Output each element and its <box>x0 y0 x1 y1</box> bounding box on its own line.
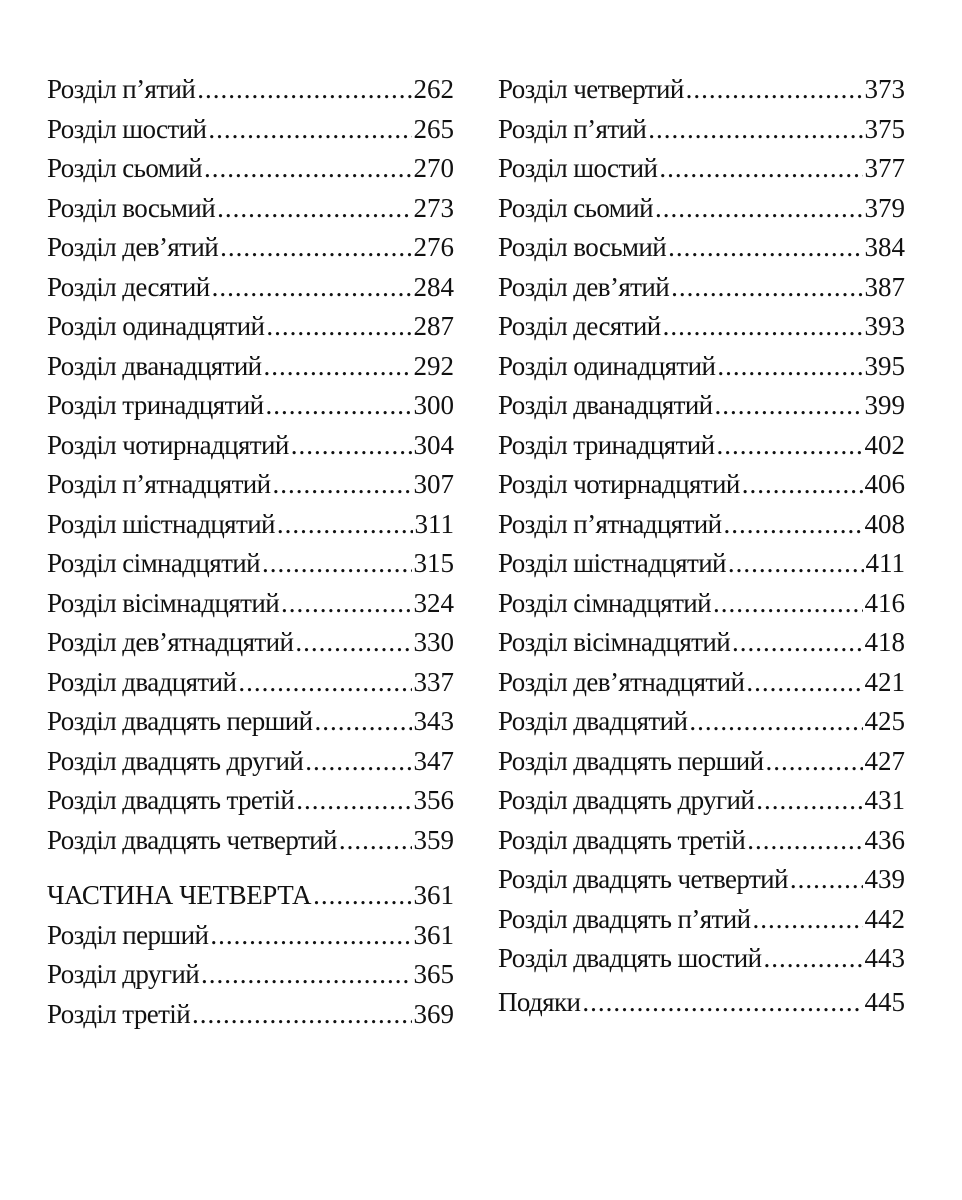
toc-entry[interactable] <box>47 785 454 825</box>
toc-entry-page: 304 <box>413 429 454 460</box>
toc-entry-title: Розділ восьмий <box>498 232 667 262</box>
dot-leader <box>217 193 411 224</box>
dot-leader <box>766 746 863 777</box>
toc-entry-page: 330 <box>413 627 454 657</box>
toc-entry-page: 359 <box>413 824 454 855</box>
dot-leader <box>220 232 411 263</box>
dot-leader <box>313 880 411 911</box>
toc-left-group-b <box>47 920 454 1039</box>
dot-leader <box>689 706 862 737</box>
dot-leader <box>295 627 411 658</box>
toc-entry-page: 427 <box>864 745 905 776</box>
toc-entry-page: 445 <box>864 986 905 1017</box>
toc-entry-page: 395 <box>864 350 905 381</box>
toc-entry[interactable] <box>47 825 454 865</box>
toc-entry-title: Розділ двадцять п’ятий <box>498 903 751 934</box>
toc-entry-title: Розділ дванадцятий <box>498 390 713 420</box>
toc-entry[interactable] <box>498 509 905 549</box>
dot-leader <box>208 114 411 145</box>
toc-right-column <box>498 74 905 1026</box>
toc-entry[interactable] <box>498 272 905 312</box>
dot-leader <box>291 430 412 461</box>
dot-leader <box>266 390 412 421</box>
toc-entry[interactable] <box>498 193 905 233</box>
dot-leader <box>752 904 862 935</box>
toc-entry-title: Розділ шостий <box>47 113 207 144</box>
toc-entry[interactable] <box>47 706 454 746</box>
toc-entry-title: Розділ сьомий <box>498 192 653 223</box>
toc-entry[interactable] <box>47 311 454 351</box>
toc-entry-page: 265 <box>413 113 454 144</box>
toc-entry-page: 287 <box>413 311 454 341</box>
toc-entry-page: 276 <box>413 232 454 262</box>
dot-leader <box>277 509 413 540</box>
dot-leader <box>339 825 412 856</box>
dot-leader <box>582 987 862 1018</box>
toc-entry-title: Розділ шістнадцятий <box>498 548 726 578</box>
dot-leader <box>281 588 411 619</box>
toc-entry-page: 402 <box>864 429 905 460</box>
toc-entry-page: 431 <box>864 785 905 815</box>
toc-entry[interactable] <box>498 351 905 391</box>
dot-leader <box>764 943 863 974</box>
toc-entry[interactable] <box>47 430 454 470</box>
toc-entry-title: Розділ тринадцятий <box>498 429 715 460</box>
toc-entry-page: 347 <box>413 745 454 776</box>
toc-entry[interactable] <box>498 667 905 707</box>
toc-entry-title: Розділ п’ятий <box>47 74 196 104</box>
toc-entry-page: 300 <box>413 390 454 420</box>
toc-entry-title: Розділ четвертий <box>498 74 684 104</box>
toc-entry-page: 443 <box>864 943 905 973</box>
toc-entry-title: Розділ дев’ятий <box>47 232 219 262</box>
toc-entry[interactable] <box>498 74 905 114</box>
toc-entry-page: 393 <box>864 311 905 341</box>
toc-entry-page: 369 <box>413 998 454 1029</box>
dot-leader <box>201 959 411 990</box>
toc-entry-title: Розділ двадцять четвертий <box>47 824 337 855</box>
toc-entry-title: Розділ дев’ятий <box>498 271 670 302</box>
toc-entry[interactable] <box>498 864 905 904</box>
dot-leader <box>686 74 863 105</box>
toc-entry-title: Розділ вісімнадцятий <box>47 587 280 618</box>
toc-entry-page: 411 <box>865 548 905 578</box>
toc-entry-acknowledgements[interactable] <box>498 987 905 1027</box>
toc-entry-title: Розділ двадцятий <box>47 666 237 697</box>
toc-entry[interactable] <box>47 509 454 549</box>
toc-entry-title: Розділ перший <box>47 919 209 950</box>
toc-entry-title: Розділ двадцять другий <box>498 785 755 815</box>
toc-entry-page: 436 <box>864 824 905 855</box>
toc-entry-title: Розділ двадцять перший <box>47 706 313 736</box>
toc-entry[interactable] <box>498 390 905 430</box>
toc-entry-page: 311 <box>414 508 454 539</box>
toc-entry-page: 315 <box>413 548 454 578</box>
dot-leader <box>717 430 863 461</box>
toc-entry[interactable] <box>498 232 905 272</box>
toc-entry[interactable] <box>47 114 454 154</box>
toc-entry-page: 379 <box>864 192 905 223</box>
toc-entry[interactable] <box>498 114 905 154</box>
dot-leader <box>715 390 863 421</box>
toc-entry-title: Розділ вісімнадцятий <box>498 627 731 657</box>
toc-entry[interactable] <box>498 153 905 193</box>
dot-leader <box>266 311 411 342</box>
toc-entry-page: 324 <box>413 587 454 618</box>
dot-leader <box>272 469 411 500</box>
dot-leader <box>756 785 862 816</box>
dot-leader <box>262 548 412 579</box>
dot-leader <box>296 785 411 816</box>
toc-entry[interactable] <box>498 311 905 351</box>
toc-entry-page: 399 <box>864 390 905 420</box>
toc-entry-title: Розділ п’ятнадцятий <box>47 469 271 499</box>
toc-entry-title: Розділ двадцятий <box>498 706 688 736</box>
toc-entry[interactable] <box>47 548 454 588</box>
toc-entry-page: 384 <box>864 232 905 262</box>
toc-entry[interactable] <box>498 588 905 628</box>
toc-entry-title: Розділ третій <box>47 998 191 1029</box>
toc-entry[interactable] <box>47 999 454 1039</box>
dot-leader <box>732 627 862 658</box>
toc-entry-page: 337 <box>413 666 454 697</box>
dot-leader <box>192 999 411 1030</box>
dot-leader <box>723 509 862 540</box>
toc-entry-title: Розділ десятий <box>498 311 661 341</box>
toc-entry-page: 416 <box>864 587 905 618</box>
toc-entry[interactable] <box>498 825 905 865</box>
toc-part-heading[interactable] <box>47 880 454 920</box>
dot-leader <box>671 272 862 303</box>
toc-entry[interactable] <box>47 959 454 999</box>
toc-entry[interactable] <box>498 430 905 470</box>
dot-leader <box>746 667 862 698</box>
toc-entry[interactable] <box>47 153 454 193</box>
toc-entry-page: 361 <box>413 880 454 910</box>
toc-entry-title: Подяки <box>498 986 581 1017</box>
toc-entry-title: Розділ шостий <box>498 153 658 183</box>
toc-entry[interactable] <box>498 627 905 667</box>
toc-entry-page: 273 <box>413 192 454 223</box>
toc-entry-title: Розділ двадцять третій <box>498 824 746 855</box>
toc-entry-title: Розділ п’ятий <box>498 113 647 144</box>
dot-leader <box>668 232 862 263</box>
toc-entry[interactable] <box>47 469 454 509</box>
toc-entry-title: Розділ сьомий <box>47 153 202 183</box>
toc-entry-page: 406 <box>864 469 905 499</box>
dot-leader <box>747 825 862 856</box>
dot-leader <box>315 706 412 737</box>
toc-entry-page: 270 <box>413 153 454 183</box>
toc-entry-title: Розділ другий <box>47 959 200 989</box>
toc-entry-title: Розділ двадцять третій <box>47 785 295 815</box>
toc-entry-page: 387 <box>864 271 905 302</box>
dot-leader <box>210 920 411 951</box>
dot-leader <box>204 153 412 184</box>
toc-entry[interactable] <box>47 588 454 628</box>
toc-right-group <box>498 74 905 983</box>
dot-leader <box>717 351 862 382</box>
dot-leader <box>790 864 863 895</box>
toc-entry[interactable] <box>498 943 905 983</box>
toc-entry-title: ЧАСТИНА ЧЕТВЕРТА <box>47 880 312 910</box>
toc-entry[interactable] <box>498 548 905 588</box>
toc-entry[interactable] <box>498 785 905 825</box>
dot-leader <box>212 272 412 303</box>
toc-entry-page: 356 <box>413 785 454 815</box>
toc-entry[interactable] <box>47 272 454 312</box>
toc-entry-page: 442 <box>864 903 905 934</box>
dot-leader <box>659 153 862 184</box>
toc-entry-title: Розділ восьмий <box>47 192 216 223</box>
toc-entry[interactable] <box>47 627 454 667</box>
toc-entry-title: Розділ сімнадцятий <box>47 548 260 578</box>
toc-entry-page: 408 <box>864 508 905 539</box>
toc-entry-page: 418 <box>864 627 905 657</box>
toc-entry-title: Розділ шістнадцятий <box>47 508 275 539</box>
toc-entry[interactable] <box>47 920 454 960</box>
toc-entry-page: 292 <box>413 350 454 381</box>
toc-entry-page: 284 <box>413 271 454 302</box>
toc-entry[interactable] <box>498 746 905 786</box>
toc-entry-title: Розділ чотирнадцятий <box>47 429 289 460</box>
toc-entry-page: 375 <box>864 113 905 144</box>
dot-leader <box>264 351 412 382</box>
toc-entry-title: Розділ дванадцятий <box>47 350 262 381</box>
toc-entry-title: Розділ дев’ятнадцятий <box>498 666 745 697</box>
toc-entry[interactable] <box>498 904 905 944</box>
toc-entry-page: 439 <box>864 864 905 894</box>
toc-entry[interactable] <box>47 74 454 114</box>
toc-entry-page: 377 <box>864 153 905 183</box>
toc-entry-page: 425 <box>864 706 905 736</box>
toc-entry-title: Розділ десятий <box>47 271 210 302</box>
toc-entry-page: 373 <box>864 74 905 104</box>
toc-entry[interactable] <box>47 746 454 786</box>
toc-entry[interactable] <box>47 351 454 391</box>
dot-leader <box>238 667 411 698</box>
toc-left-column <box>47 74 454 1038</box>
dot-leader <box>305 746 411 777</box>
dot-leader <box>655 193 863 224</box>
toc-entry[interactable] <box>498 469 905 509</box>
dot-leader <box>197 74 411 105</box>
toc-entry-title: Розділ двадцять перший <box>498 745 764 776</box>
toc-entry[interactable] <box>47 390 454 430</box>
section-gap <box>47 864 454 880</box>
toc-entry[interactable] <box>47 193 454 233</box>
toc-entry-title: Розділ чотирнадцятий <box>498 469 740 499</box>
toc-entry-title: Розділ тринадцятий <box>47 390 264 420</box>
dot-leader <box>728 548 864 579</box>
toc-entry-title: Розділ двадцять шостий <box>498 943 762 973</box>
dot-leader <box>742 469 863 500</box>
toc-entry[interactable] <box>498 706 905 746</box>
toc-entry-title: Розділ двадцять другий <box>47 745 304 776</box>
toc-left-group-a <box>47 74 454 864</box>
toc-entry-title: Розділ сімнадцятий <box>498 587 711 618</box>
toc-entry-page: 421 <box>864 666 905 697</box>
toc-entry[interactable] <box>47 667 454 707</box>
toc-entry-title: Розділ одинадцятий <box>47 311 265 341</box>
dot-leader <box>648 114 862 145</box>
dot-leader <box>713 588 863 619</box>
toc-entry-page: 343 <box>413 706 454 736</box>
dot-leader <box>663 311 863 342</box>
toc-entry-page: 262 <box>413 74 454 104</box>
toc-entry-title: Розділ п’ятнадцятий <box>498 508 722 539</box>
toc-entry-page: 307 <box>413 469 454 499</box>
toc-entry-page: 361 <box>413 919 454 950</box>
toc-entry-title: Розділ двадцять четвертий <box>498 864 788 894</box>
toc-entry-page: 365 <box>413 959 454 989</box>
toc-entry-title: Розділ дев’ятнадцятий <box>47 627 294 657</box>
toc-entry[interactable] <box>47 232 454 272</box>
toc-entry-title: Розділ одинадцятий <box>498 350 716 381</box>
